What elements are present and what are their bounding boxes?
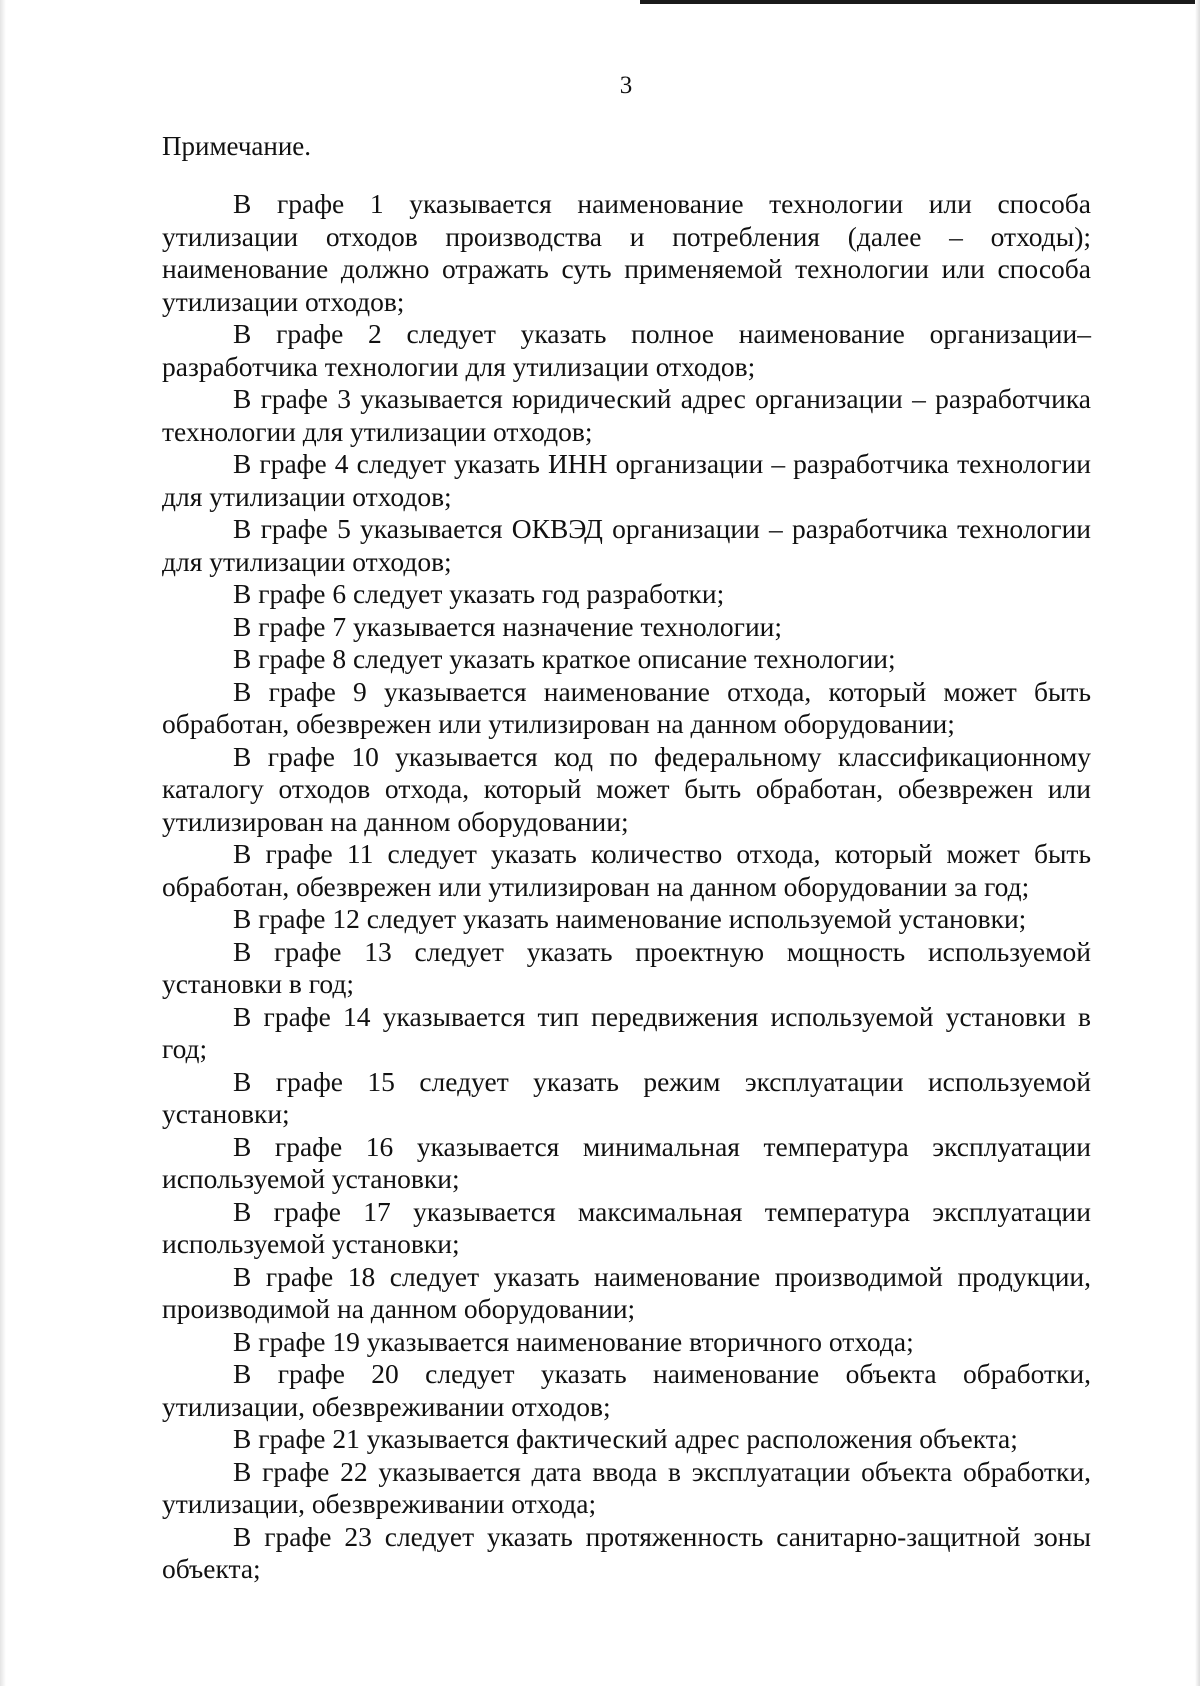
page-number: 3 [619,72,633,99]
paragraph-column-20: В графе 20 следует указать наименование объекта обработки, утилизации, обезвреживании отходов; [162,1358,1091,1422]
scan-border-top [640,0,1200,4]
paragraph-column-15: В графе 15 следует указать режим эксплуатации используемой установки; [162,1065,1091,1129]
paragraph-column-12: В графе 12 следует указать наименование используемой установки; [233,903,1027,934]
paragraph-column-18: В графе 18 следует указать наименование производимой продукции, производимой на данном оборудовании; [162,1260,1091,1324]
paragraph-column-5: В графе 5 указывается ОКВЭД организации – разработчика технологии для утилизации отходов; [162,513,1091,577]
paragraph-column-6: В графе 6 следует указать год разработки; [233,578,725,609]
paragraph-column-23: В графе 23 следует указать протяженность санитарно-защитной зоны объекта; [162,1520,1091,1584]
scan-border-right [1195,0,1200,1686]
note-title: Примечание. [162,131,312,161]
paragraph-column-10: В графе 10 указывается код по федеральному классификационному каталогу отходов отхода, который может быть обработан, обезврежен или утилизирован на данном оборудовании; [162,740,1091,837]
paragraph-column-21: В графе 21 указывается фактический адрес расположения объекта; [233,1423,1018,1454]
paragraph-column-9: В графе 9 указывается наименование отхода, который может быть обработан, обезврежен или утилизирован на данном оборудовании; [162,675,1091,739]
note-body [162,188,1091,1586]
paragraph-column-19: В графе 19 указывается наименование вторичного отхода; [233,1325,914,1357]
paragraph-column-11: В графе 11 следует указать количество отхода, который может быть обработан, обезврежен или утилизирован на данном оборудовании за год; [162,838,1091,902]
paragraph-column-22: В графе 22 указывается дата ввода в эксплуатации объекта обработки, утилизации, обезвреживании отхода; [162,1455,1091,1519]
paragraph-column-7: В графе 7 указывается назначение технологии; [233,610,783,642]
paragraph-column-13: В графе 13 следует указать проектную мощность используемой установки в год; [162,935,1091,999]
paragraph-column-16: В графе 16 указывается минимальная температура эксплуатации используемой установки; [162,1130,1091,1194]
paragraph-column-14: В графе 14 указывается тип передвижения используемой установки в год; [162,1000,1091,1064]
paragraph-column-17: В графе 17 указывается максимальная температура эксплуатации используемой установки; [162,1195,1091,1259]
paragraph-column-8: В графе 8 следует указать краткое описание технологии; [233,643,896,674]
paragraph-column-1: В графе 1 указывается наименование технологии или способа утилизации отходов производства и потребления (далее – отходы); наименование должно отражать суть применяемой технологии или способа утилизации отходов; [162,188,1091,317]
scan-border-left [0,0,6,1686]
paragraph-column-2: В графе 2 следует указать полное наименование организации–разработчика технологии для утилизации отходов; [162,318,1091,382]
paragraph-column-3: В графе 3 указывается юридический адрес организации – разработчика технологии для утилизации отходов; [162,383,1091,447]
paragraph-column-4: В графе 4 следует указать ИНН организации – разработчика технологии для утилизации отходов; [162,448,1091,512]
